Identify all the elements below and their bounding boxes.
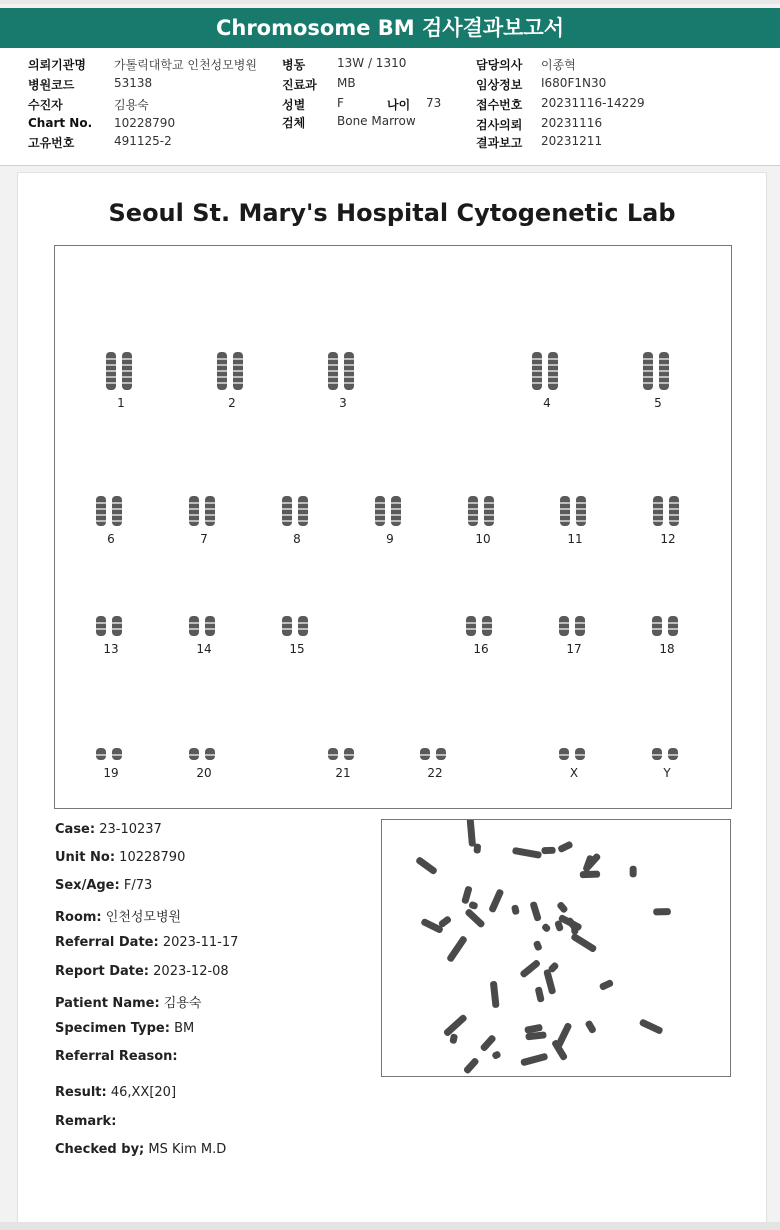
karyogram-image [54, 245, 732, 809]
chromosome-label: 2 [228, 396, 236, 410]
chromosome-pair-drawing [461, 486, 505, 526]
chromosome-22 [413, 720, 457, 780]
info-value: Bone Marrow [337, 114, 416, 128]
report-title: Chromosome BM 검사결과보고서 [0, 8, 780, 48]
info-label: 진료과 [282, 78, 317, 92]
chromosome-x [552, 720, 596, 780]
field-label: Checked by; [55, 1142, 145, 1157]
info-label: 접수번호 [476, 98, 523, 112]
field-label: Room: [55, 910, 102, 925]
chromosome-pair-drawing [182, 596, 226, 636]
chromosome-pair-drawing [459, 596, 503, 636]
chromosome-label: 8 [293, 532, 301, 546]
field-label: Remark: [55, 1114, 117, 1129]
chromosome-pair-drawing [525, 350, 569, 390]
chromosome-label: 16 [473, 642, 489, 656]
info-value: 이종혁 [541, 58, 576, 72]
metaphase-spread-image [381, 819, 731, 1077]
patient-info-panel [0, 48, 780, 166]
chromosome-pair-drawing [553, 486, 597, 526]
chromosome-label: 11 [567, 532, 583, 546]
field-checked-by [55, 1142, 226, 1157]
field-unit-no [55, 850, 185, 865]
field-value: 2023-11-17 [162, 935, 239, 950]
info-value: MB [337, 76, 356, 90]
field-label: Specimen Type: [55, 1021, 170, 1036]
chromosome-label: 3 [339, 396, 347, 410]
chromosome-9 [368, 486, 412, 546]
chromosome-3 [321, 350, 365, 410]
chromosome-label: 7 [200, 532, 208, 546]
bottom-border [0, 1222, 780, 1230]
info-value: 가톨릭대학교 인천성모병원 [114, 58, 257, 72]
chromosome-label: 4 [543, 396, 551, 410]
info-value: 73 [426, 96, 442, 110]
info-label: 병동 [282, 58, 306, 72]
chromosome-pair-drawing [89, 596, 133, 636]
chromosome-label: 22 [427, 766, 443, 780]
field-label: Sex/Age: [55, 878, 120, 893]
chromosome-label: 17 [566, 642, 582, 656]
chromosome-label: 19 [103, 766, 119, 780]
info-value: 10228790 [114, 116, 176, 130]
chromosome-1 [99, 350, 143, 410]
info-value: F [337, 96, 344, 110]
chromosome-label: 18 [659, 642, 675, 656]
field-label: Unit No: [55, 850, 116, 865]
chromosome-label: 14 [196, 642, 212, 656]
field-report-date [55, 964, 229, 979]
chromosome-7 [182, 486, 226, 546]
field-result [55, 1085, 176, 1100]
chromosome-label: 15 [289, 642, 305, 656]
field-label: Referral Date: [55, 935, 159, 950]
info-value: I680F1N30 [541, 76, 607, 90]
chromosome-label: 20 [196, 766, 212, 780]
field-value: 인천성모병원 [105, 910, 182, 925]
field-referral-date [55, 935, 238, 950]
info-value: 20231116 [541, 116, 603, 130]
chromosome-pair-drawing [275, 486, 319, 526]
chromosome-label: 21 [335, 766, 351, 780]
field-referral-reason [55, 1049, 178, 1064]
chromosome-pair-drawing [552, 720, 596, 760]
chromosome-pair-drawing [368, 486, 412, 526]
chromosome-label: 9 [386, 532, 394, 546]
info-value: 53138 [114, 76, 153, 90]
chromosome-pair-drawing [182, 486, 226, 526]
field-sex-age [55, 878, 152, 893]
report-sheet [17, 172, 767, 1224]
chromosome-y [645, 720, 689, 780]
chromosome-8 [275, 486, 319, 546]
chromosome-15 [275, 596, 319, 656]
chromosome-2 [210, 350, 254, 410]
info-value: 김용숙 [114, 98, 149, 112]
divider [0, 165, 780, 166]
field-label: Case: [55, 822, 96, 837]
info-value: 13W / 1310 [337, 56, 407, 70]
chromosome-10 [461, 486, 505, 546]
field-value: MS Kim M.D [148, 1142, 227, 1157]
chromosome-pair-drawing [99, 350, 143, 390]
chromosome-14 [182, 596, 226, 656]
chromosome-pair-drawing [321, 350, 365, 390]
chromosome-19 [89, 720, 133, 780]
field-label: Result: [55, 1085, 107, 1100]
chromosome-label: 13 [103, 642, 119, 656]
chromosome-pair-drawing [645, 720, 689, 760]
field-label: Referral Reason: [55, 1049, 178, 1064]
info-value: 20231116-14229 [541, 96, 645, 110]
chromosome-label: 1 [117, 396, 125, 410]
chromosome-4 [525, 350, 569, 410]
chromosome-pair-drawing [275, 596, 319, 636]
field-specimen-type [55, 1021, 194, 1036]
info-label: Chart No. [28, 116, 93, 130]
chromosome-5 [636, 350, 680, 410]
field-patient-name [55, 992, 201, 1011]
field-label: Report Date: [55, 964, 150, 979]
chromosome-17 [552, 596, 596, 656]
field-value: F/73 [123, 878, 153, 893]
lab-title: Seoul St. Mary's Hospital Cytogenetic Lab [108, 199, 676, 227]
info-label: 병원코드 [28, 78, 75, 92]
chromosome-label: Y [663, 766, 671, 780]
chromosome-label: 12 [660, 532, 676, 546]
chromosome-6 [89, 486, 133, 546]
chromosome-18 [645, 596, 689, 656]
chromosome-20 [182, 720, 226, 780]
chromosome-16 [459, 596, 503, 656]
chromosome-pair-drawing [645, 596, 689, 636]
field-label: Patient Name: [55, 996, 160, 1011]
info-label: 검체 [282, 116, 306, 130]
chromosome-label: 6 [107, 532, 115, 546]
info-value: 491125-2 [114, 134, 172, 148]
chromosome-13 [89, 596, 133, 656]
chromosome-label: 10 [475, 532, 491, 546]
info-value: 20231211 [541, 134, 603, 148]
field-value: 46,XX[20] [110, 1085, 177, 1100]
chromosome-pair-drawing [646, 486, 690, 526]
chromosome-pair-drawing [321, 720, 365, 760]
top-border [0, 0, 780, 4]
chromosome-label: X [569, 766, 579, 780]
field-value: 10228790 [119, 850, 186, 865]
chromosome-pair-drawing [89, 720, 133, 760]
chromosome-12 [646, 486, 690, 546]
field-value: 김용숙 [163, 996, 202, 1011]
field-case [55, 822, 162, 837]
info-label: 임상정보 [476, 78, 523, 92]
field-value: BM [174, 1021, 195, 1036]
chromosome-pair-drawing [89, 486, 133, 526]
field-value: 2023-12-08 [153, 964, 229, 979]
info-label: 수진자 [28, 98, 63, 112]
info-label: 담당의사 [476, 58, 523, 72]
info-label: 성별 [282, 98, 306, 112]
metaphase-spread-drawing [382, 820, 730, 1076]
chromosome-21 [321, 720, 365, 780]
info-label: 나이 [387, 98, 411, 112]
info-label: 의뢰기관명 [28, 58, 86, 72]
chromosome-pair-drawing [210, 350, 254, 390]
info-label: 결과보고 [476, 136, 523, 150]
chromosome-pair-drawing [413, 720, 457, 760]
chromosome-11 [553, 486, 597, 546]
field-room [55, 906, 181, 925]
info-label: 검사의뢰 [476, 118, 523, 132]
chromosome-label: 5 [654, 396, 662, 410]
chromosome-pair-drawing [636, 350, 680, 390]
field-remark [55, 1114, 116, 1129]
chromosome-pair-drawing [552, 596, 596, 636]
chromosome-pair-drawing [182, 720, 226, 760]
field-value: 23-10237 [99, 822, 162, 837]
info-label: 고유번호 [28, 136, 75, 150]
